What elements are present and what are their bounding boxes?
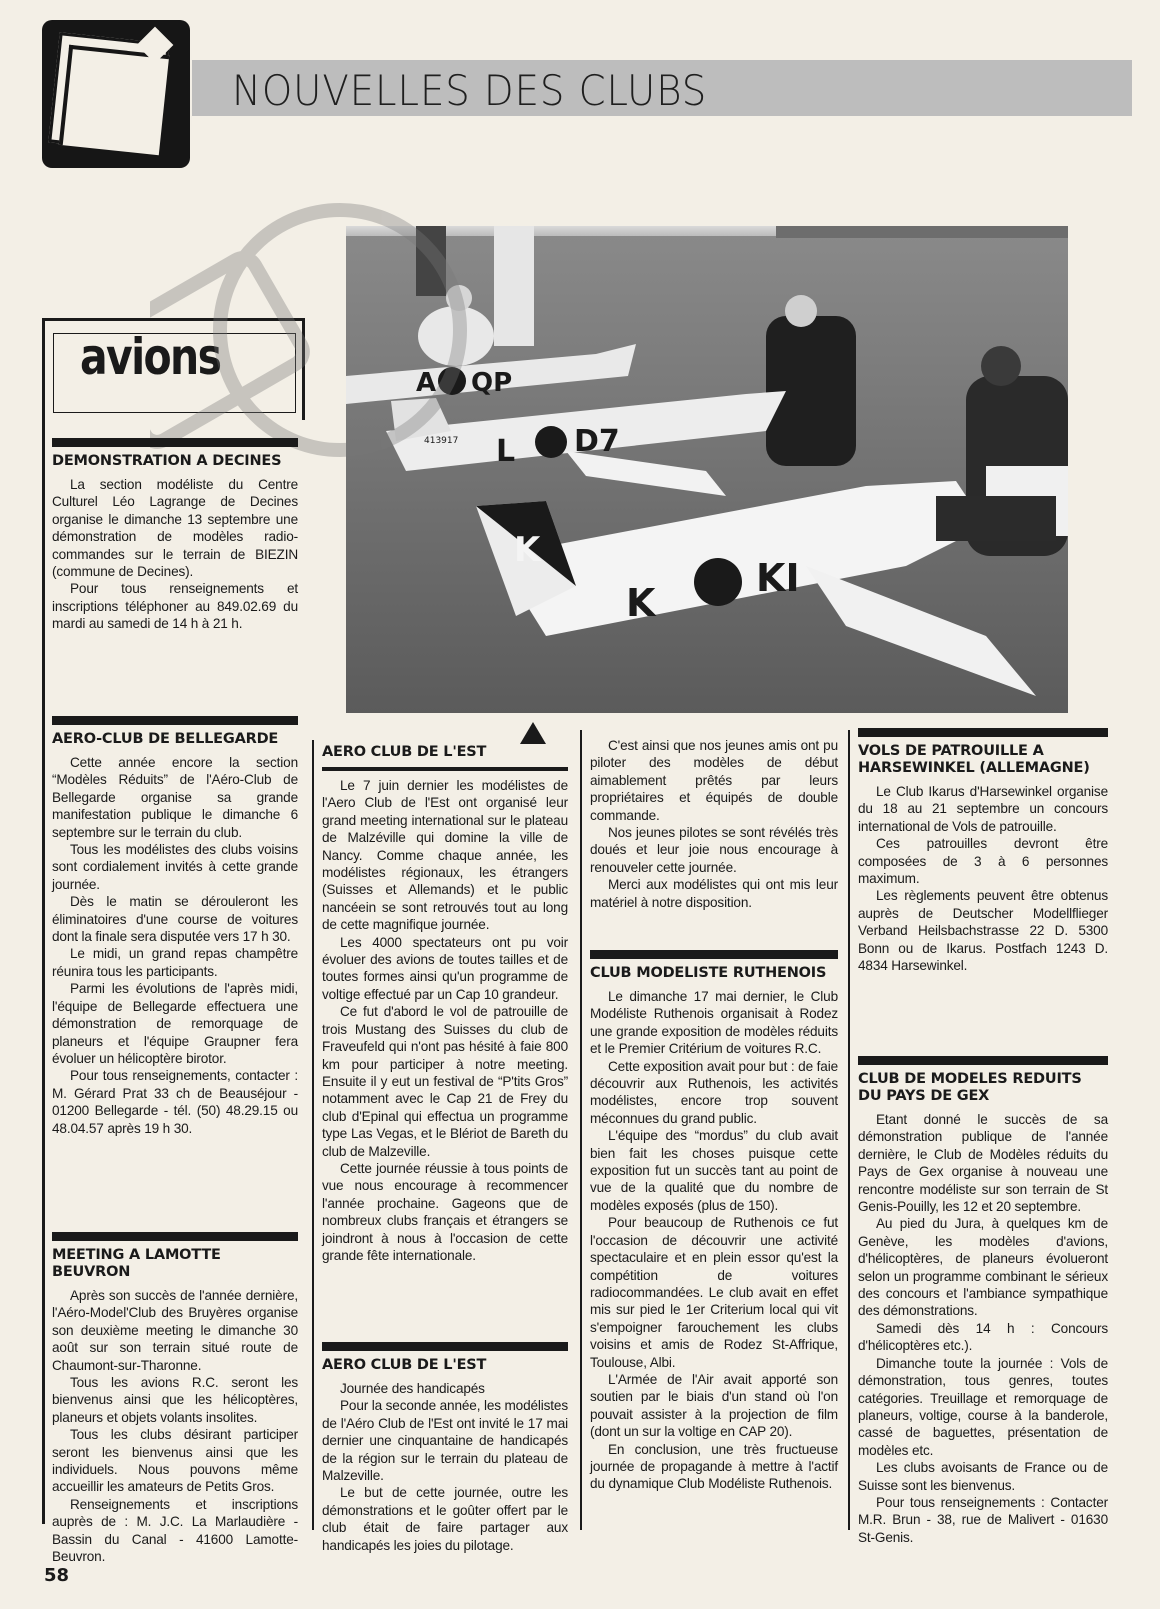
headline-rule	[52, 1232, 298, 1241]
article-body	[52, 1287, 298, 1566]
column-rule	[580, 730, 582, 1530]
paragraph: Dimanche toute la journée : Vols de démonstration, tous genres, toutes catégories. Treuillage et remorquage de planeurs, voltige, course à la banderole, cassé de baguettes, présentation de modèles etc.	[858, 1355, 1108, 1458]
section-label: avions	[80, 328, 221, 386]
paragraph: En conclusion, une très fructueuse journée de propagande à mettre à l'actif du dynamique Club Modéliste Ruthenois.	[590, 1441, 838, 1492]
article-headline: MEETING A LAMOTTE BEUVRON	[52, 1247, 221, 1280]
paragraph: Les clubs avoisants de France ou de Suisse sont les bienvenus.	[858, 1460, 1108, 1493]
article-est-meeting	[322, 744, 568, 1264]
paragraph: Samedi dès 14 h : Concours d'hélicoptères etc.).	[858, 1320, 1108, 1354]
article-headline: CLUB MODELISTE RUTHENOIS	[590, 965, 827, 981]
paragraph: Le midi, un grand repas champêtre réunira tous les participants.	[52, 946, 298, 979]
article-pays-de-gex	[858, 1056, 1108, 1546]
article-body	[590, 737, 838, 911]
svg-text:413917: 413917	[424, 436, 459, 446]
article-body	[52, 476, 298, 633]
paragraph: Le Club Ikarus d'Harsewinkel organise du 18 au 21 septembre un concours international de Vols de patrouille.	[858, 784, 1108, 834]
svg-text:QP: QP	[471, 368, 513, 398]
article-headline: AERO CLUB DE L'EST	[322, 744, 487, 760]
paragraph: Cette journée réussie à tous points de vue nous encourage à recommencer l'année prochaine. Gageons que de nombreux clubs français et étrangers se joindront à nous à l'occasion de cette grande fête internationale.	[322, 1160, 568, 1263]
paragraph: L'équipe des “mordus” du club avait bien fait les choses puisque cette exposition fut un succès tant au point de vue de la qualité que du nombre de modèles exposés (plus de 150).	[590, 1128, 838, 1213]
paragraph: Dès le matin se dérouleront les éliminatoires d'une course de voitures dont la finale sera disputée vers 17 h 30.	[52, 894, 298, 945]
paragraph: Tous les modélistes des clubs voisins sont cordialement invités à cette grande journée.	[52, 842, 298, 892]
headline-rule	[322, 767, 568, 771]
column-rule	[848, 730, 850, 1530]
article-headline: AERO-CLUB DE BELLEGARDE	[52, 731, 279, 747]
paragraph: Pour tous renseignements, contacter : M. Gérard Prat 33 ch de Beauséjour - 01200 Bellegarde - tél. (50) 48.29.15 ou 48.04.57 après 19 h 30.	[52, 1068, 298, 1136]
paragraph: Parmi les évolutions de l'après midi, l'équipe de Bellegarde effectuera une démonstration de remorquage de planeurs et l'équipe Graupner fera évoluer un hélicoptère birotor.	[52, 981, 298, 1066]
paragraph: Ce fut d'abord le vol de patrouille de trois Mustang des Suisses du club de Fraveufeld qui n'ont pas hésité à faie 800 km pour participer à notre meeting. Ensuite il y eut un festival de “P'tits Gros” notamment avec le Cap 21 de Frey du club d'Epinal qui effectua un programme type Las Vegas, et le Blériot de Bareth du club de Malzeville.	[322, 1004, 568, 1159]
article-decines	[52, 438, 298, 633]
up-arrow-icon	[520, 722, 546, 744]
svg-text:KI: KI	[756, 556, 800, 600]
paragraph: Les 4000 spectateurs ont pu voir évoluer des avions de toutes tailles et de toutes formes ainsi qu'un programme de voltige effectué par un Cap 10 grandeur.	[322, 934, 568, 1002]
paragraph: Le dimanche 17 mai dernier, le Club Modéliste Ruthenois organisait à Rodez une grande exposition de modèles réduits et le Premier Critérium de voitures R.C.	[590, 989, 838, 1057]
paragraph: Cette exposition avait pour but : de faie découvrir aux Ruthenois, les activités modélistes, encore trop souvent méconnues du grand public.	[590, 1058, 838, 1126]
article-body	[590, 988, 838, 1493]
svg-text:K: K	[514, 530, 541, 570]
paragraph: Renseignements et inscriptions auprès de : M. J.C. La Marlaudière - Bassin du Canal - 41600 Lamotte-Beuvron.	[52, 1496, 298, 1565]
paragraph: Pour tous renseignements et inscriptions téléphoner au 849.02.69 du mardi au samedi de 14 h à 21 h.	[52, 581, 298, 632]
column-rule	[42, 318, 45, 1524]
paragraph: L'Armée de l'Air avait apporté son soutien par le biais d'un stand où l'on pouvait assister à la projection de film (dont un sur la voltige en CAP 20).	[590, 1371, 838, 1440]
column-rule	[312, 740, 314, 1530]
paragraph: La section modéliste du Centre Culturel Léo Lagrange de Decines organise le dimanche 13 septembre une démonstration de modèles radio-commandes sur le terrain de BIEZIN (commune de Decines).	[52, 477, 298, 580]
article-body	[858, 1111, 1108, 1546]
headline-rule	[858, 728, 1108, 737]
svg-text:D7: D7	[574, 424, 620, 459]
article-harsewinkel	[858, 728, 1108, 974]
paragraph: C'est ainsi que nos jeunes amis ont pu piloter des modèles de début aimablement prêtés par leurs propriétaires et équipés de double commande.	[590, 738, 838, 823]
headline-rule	[322, 1342, 568, 1351]
paragraph: Nos jeunes pilotes se sont révélés très doués et leur joie nous encourage à renouveler cette journée.	[590, 825, 838, 875]
paragraph: Cette année encore la section “Modèles Réduits” de l'Aéro-Club de Bellegarde organise sa grande manifestation publique le dimanche 6 septembre sur le terrain du club.	[52, 755, 298, 840]
paragraph: Les règlements peuvent être obtenus auprès de Deutscher Modellflieger Verband Heilsbachstrasse 22 D. 5300 Bonn ou de Ikarus. Postfach 1243 D. 4834 Harsewinkel.	[858, 888, 1108, 974]
article-body	[52, 754, 298, 1137]
paragraph: Pour la seconde année, les modélistes de l'Aéro Club de l'Est ont invité le 17 mai dernier une cinquantaine de handicapés de la région sur le terrain du plateau de Malzeville.	[322, 1398, 568, 1484]
page-number: 58	[44, 1565, 70, 1586]
article-ruthenois	[590, 950, 838, 1493]
headline-rule	[590, 950, 838, 959]
article-headline: CLUB DE MODELES REDUITS DU PAYS DE GEX	[858, 1071, 1082, 1104]
paragraph: Merci aux modélistes qui ont mis leur matériel à notre disposition.	[590, 877, 838, 910]
paragraph: Après son succès de l'année dernière, l'Aéro-Model'Club des Bruyères organise son deuxième meeting le dimanche 30 août sur son terrain situé route de Chaumont-sur-Tharonne.	[52, 1288, 298, 1373]
headline-rule	[52, 438, 298, 447]
paragraph: Ces patrouilles devront être composées de 3 à 6 personnes maximum.	[858, 836, 1108, 887]
paragraph: Journée des handicapés	[340, 1381, 485, 1396]
paragraph: Le 7 juin dernier les modélistes de l'Aero Club de l'Est ont organisé leur grand meeting international sur le plateau de Malzéville qui domine la ville de Nancy. Comme chaque année, les modélistes régionaux, les étrangers (Suisses et Allemands) et le public nancéein se sont retrouvés tout au long de cette magnifique journée.	[322, 778, 568, 933]
headline-rule	[858, 1056, 1108, 1065]
svg-text:A: A	[416, 368, 437, 398]
article-headline: AERO CLUB DE L'EST	[322, 1357, 487, 1373]
svg-text:L: L	[496, 434, 516, 469]
article-body	[322, 777, 568, 1264]
paragraph: Au pied du Jura, à quelques km de Genève, les modèles d'avions, d'hélicoptères, de planeurs évolueront selon un programme combinant le sérieux des concours et l'ambiance sympathique des démonstrations.	[858, 1216, 1108, 1319]
headline-rule	[52, 716, 298, 725]
article-headline: DEMONSTRATION A DECINES	[52, 453, 282, 469]
paragraph: Tous les clubs désirant participer seront les bienvenus ainsi que les individuels. Nous pouvons même accueillir les amateurs de Petits Gros.	[52, 1427, 298, 1495]
article-bellegarde	[52, 716, 298, 1137]
article-est-handicapes	[322, 1342, 568, 1554]
paragraph: Pour beaucoup de Ruthenois ce fut l'occasion de découvrir une activité spectaculaire et en plein essor qu'est la compétition de voitures radiocommandées. Le club avait en effet mis sur pied le 1er Criterium local qui vit s'empoigner farouchement les clubs voisins et amis de Rodez St-Affrique, Toulouse, Albi.	[590, 1215, 838, 1370]
article-est-handicapes-continued	[590, 737, 838, 911]
paragraph: Le but de cette journée, outre les démonstrations et le goûter offert par le club était de faire partager aux handicapés les joies du pilotage.	[322, 1485, 568, 1553]
svg-text:K: K	[626, 581, 656, 625]
page-title: NOUVELLES DES CLUBS	[232, 66, 708, 115]
article-body	[858, 783, 1108, 974]
club-news-logo	[42, 20, 190, 168]
article-body	[322, 1380, 568, 1554]
paragraph: Etant donné le succès de sa démonstration publique de l'année dernière, le Club de Modèles réduits du Pays de Gex organise à nouveau une rencontre modéliste sur son terrain de St Genis-Pouilly, les 12 et 20 septembre.	[858, 1112, 1108, 1215]
photo-model-planes	[346, 226, 1068, 713]
paragraph: Tous les avions R.C. seront les bienvenus ainsi que les hélicoptères, planeurs et objets volants insolites.	[52, 1375, 298, 1425]
article-headline: VOLS DE PATROUILLE A HARSEWINKEL (ALLEMAGNE)	[858, 743, 1090, 776]
article-lamotte	[52, 1232, 298, 1566]
paragraph: Pour tous renseignements : Contacter M.R. Brun - 38, rue de Malivert - 01630 St-Genis.	[858, 1494, 1108, 1545]
